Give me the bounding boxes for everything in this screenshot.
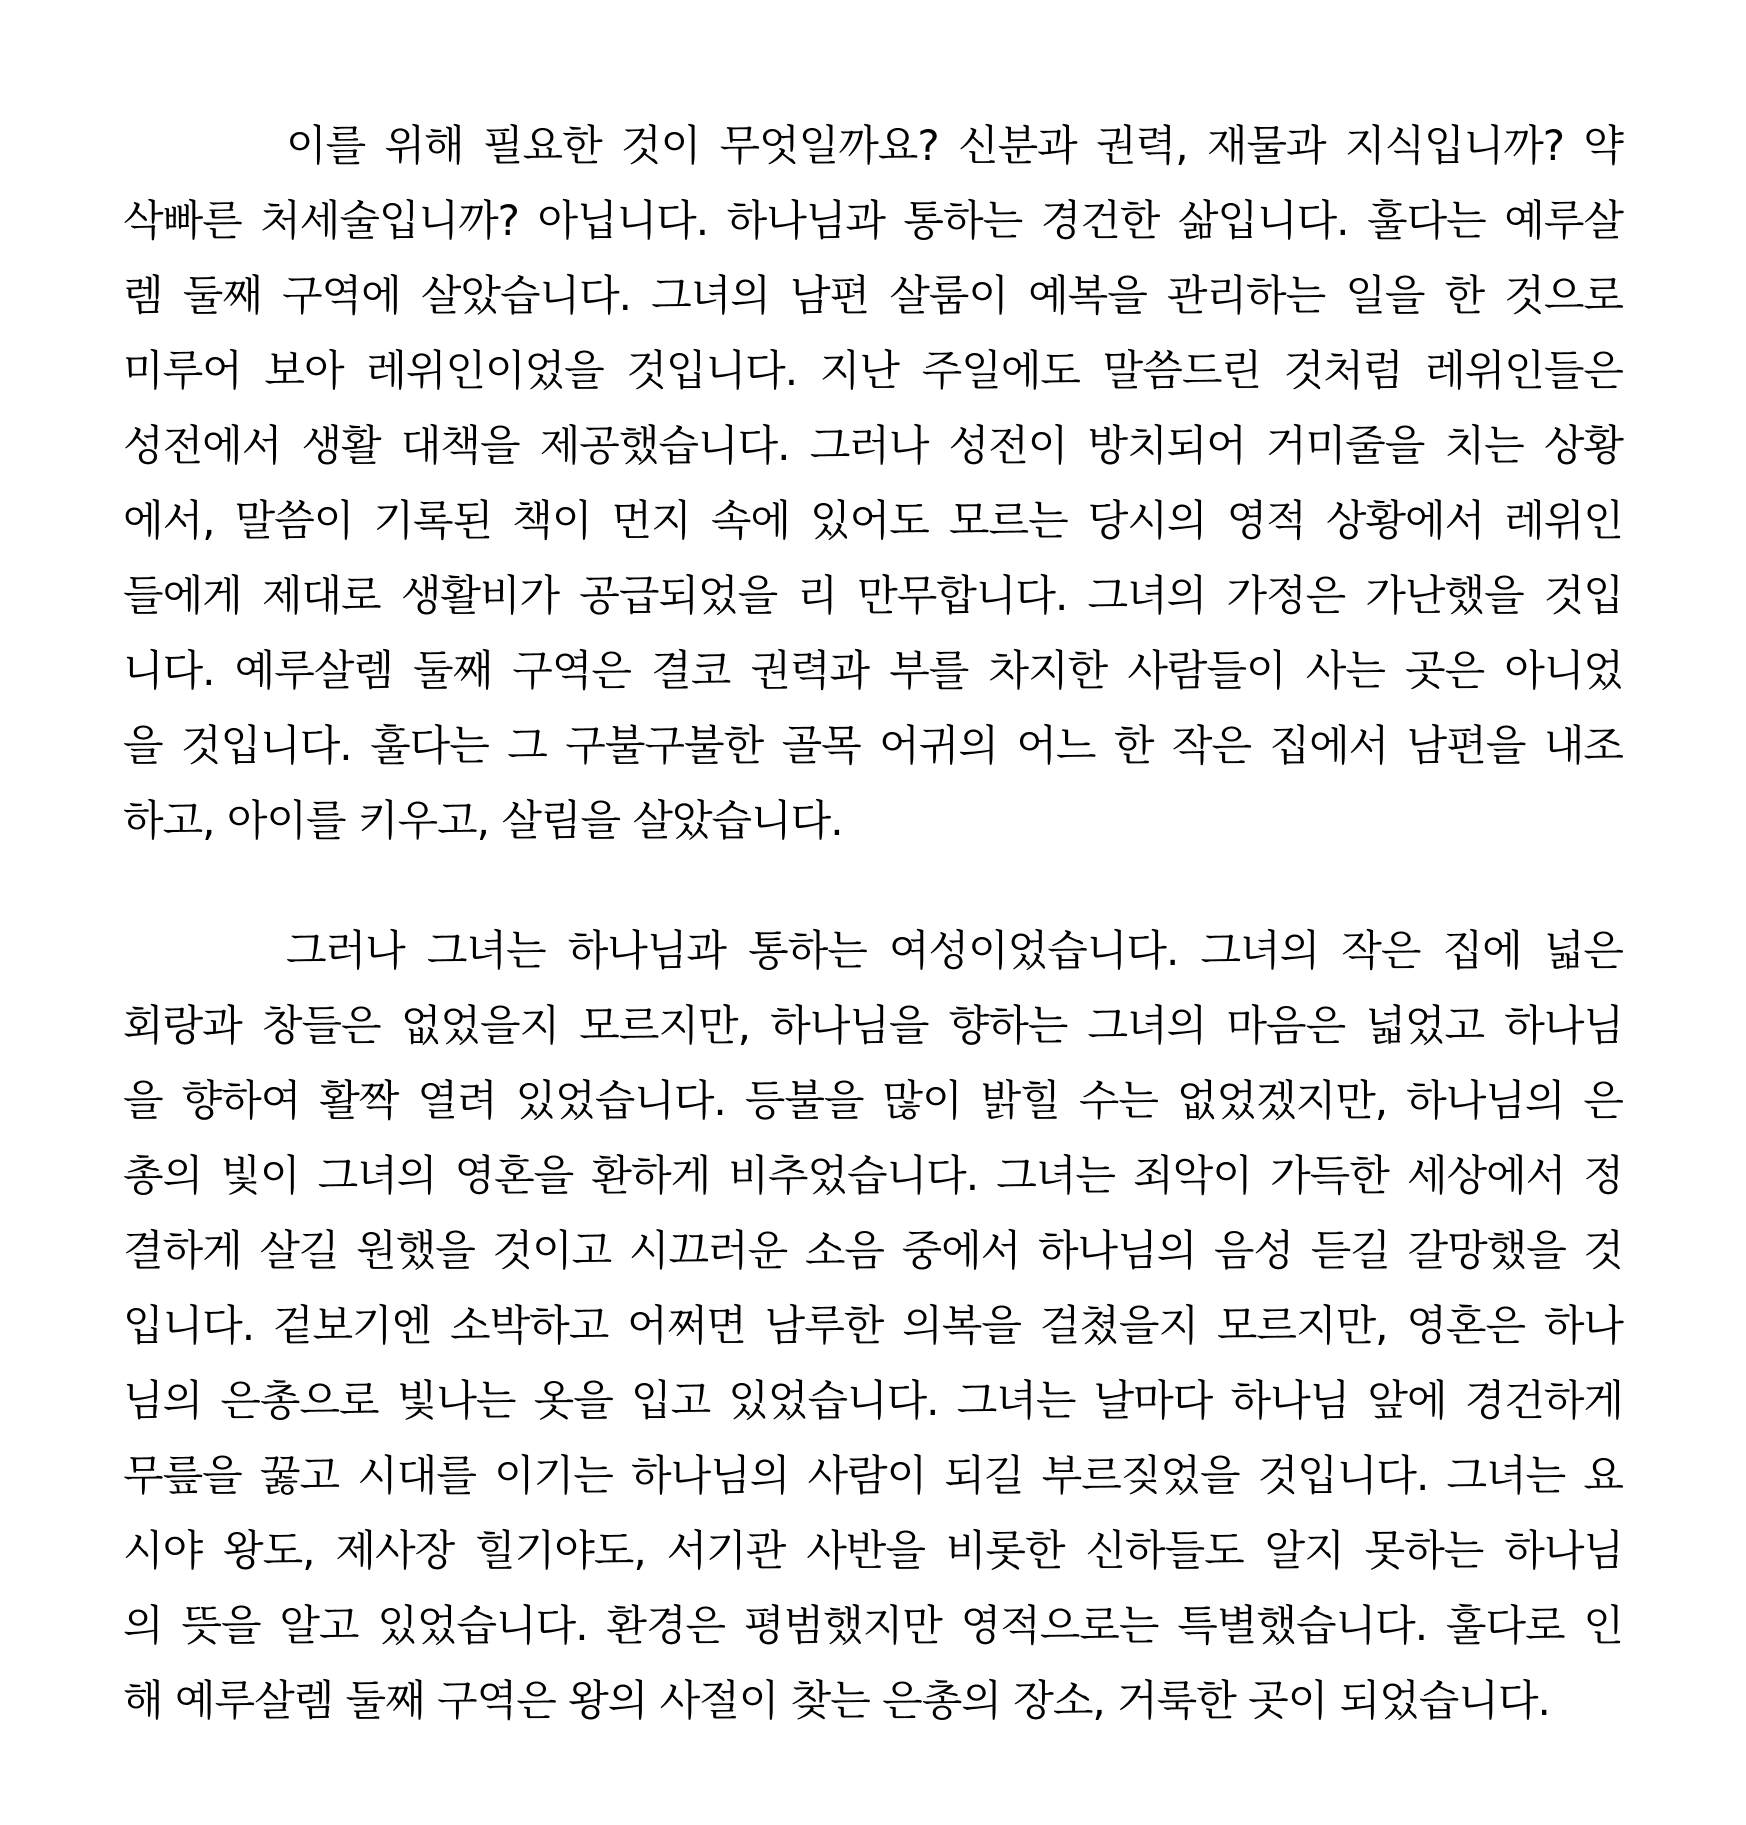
paragraph-line: 무릎을 꿇고 시대를 이기는 하나님의 사람이 되길 부르짖었을 것입니다. 그녀는 요 [123,1451,1623,1500]
paragraph-line: 이를 위해 필요한 것이 무엇일까요? 신분과 권력, 재물과 지식입니까? 약 [286,121,1623,170]
paragraph-line: 성전에서 생활 대책을 제공했습니다. 그러나 성전이 방치되어 거미줄을 치는 상황 [123,421,1623,470]
paragraph-2 [123,913,1623,1738]
paragraph-line: 미루어 보아 레위인이었을 것입니다. 지난 주일에도 말씀드린 것처럼 레위인들은 [123,346,1623,395]
paragraph-line: 시야 왕도, 제사장 힐기야도, 서기관 사반을 비롯한 신하들도 알지 못하는 하나님 [123,1526,1623,1575]
paragraph-line: 총의 빛이 그녀의 영혼을 환하게 비추었습니다. 그녀는 죄악이 가득한 세상에서 정 [123,1151,1623,1200]
paragraph-line: 을 향하여 활짝 열려 있었습니다. 등불을 많이 밝힐 수는 없었겠지만, 하나님의 은 [123,1076,1623,1125]
paragraph-line: 님의 은총으로 빛나는 옷을 입고 있었습니다. 그녀는 날마다 하나님 앞에 경건하게 [123,1376,1623,1425]
paragraph-line: 회랑과 창들은 없었을지 모르지만, 하나님을 향하는 그녀의 마음은 넓었고 하나님 [123,1001,1623,1050]
paragraph-line: 렘 둘째 구역에 살았습니다. 그녀의 남편 살룸이 예복을 관리하는 일을 한 것으로 [123,271,1623,320]
paragraph-line: 해 예루살렘 둘째 구역은 왕의 사절이 찾는 은총의 장소, 거룩한 곳이 되었습니다. [123,1676,1550,1725]
paragraph-line: 에서, 말씀이 기록된 책이 먼지 속에 있어도 모르는 당시의 영적 상황에서 레위인 [123,496,1623,545]
paragraph-line: 들에게 제대로 생활비가 공급되었을 리 만무합니다. 그녀의 가정은 가난했을 것입 [123,571,1623,620]
paragraph-line: 을 것입니다. 훌다는 그 구불구불한 골목 어귀의 어느 한 작은 집에서 남편을 내조 [123,721,1623,770]
paragraph-line: 삭빠른 처세술입니까? 아닙니다. 하나님과 통하는 경건한 삶입니다. 훌다는 예루살 [123,196,1623,245]
paragraph-line: 의 뜻을 알고 있었습니다. 환경은 평범했지만 영적으로는 특별했습니다. 훌다로 인 [123,1601,1623,1650]
paragraph-line: 그러나 그녀는 하나님과 통하는 여성이었습니다. 그녀의 작은 집에 넓은 [286,926,1623,975]
paragraph-line: 결하게 살길 원했을 것이고 시끄러운 소음 중에서 하나님의 음성 듣길 갈망했을 것 [123,1226,1623,1275]
paragraph-line: 하고, 아이를 키우고, 살림을 살았습니다. [123,796,843,845]
paragraph-line: 입니다. 겉보기엔 소박하고 어쩌면 남루한 의복을 걸쳤을지 모르지만, 영혼은 하나 [123,1301,1623,1350]
paragraph-line: 니다. 예루살렘 둘째 구역은 결코 권력과 부를 차지한 사람들이 사는 곳은 아니었 [123,646,1623,695]
paragraph-1 [123,108,1623,858]
